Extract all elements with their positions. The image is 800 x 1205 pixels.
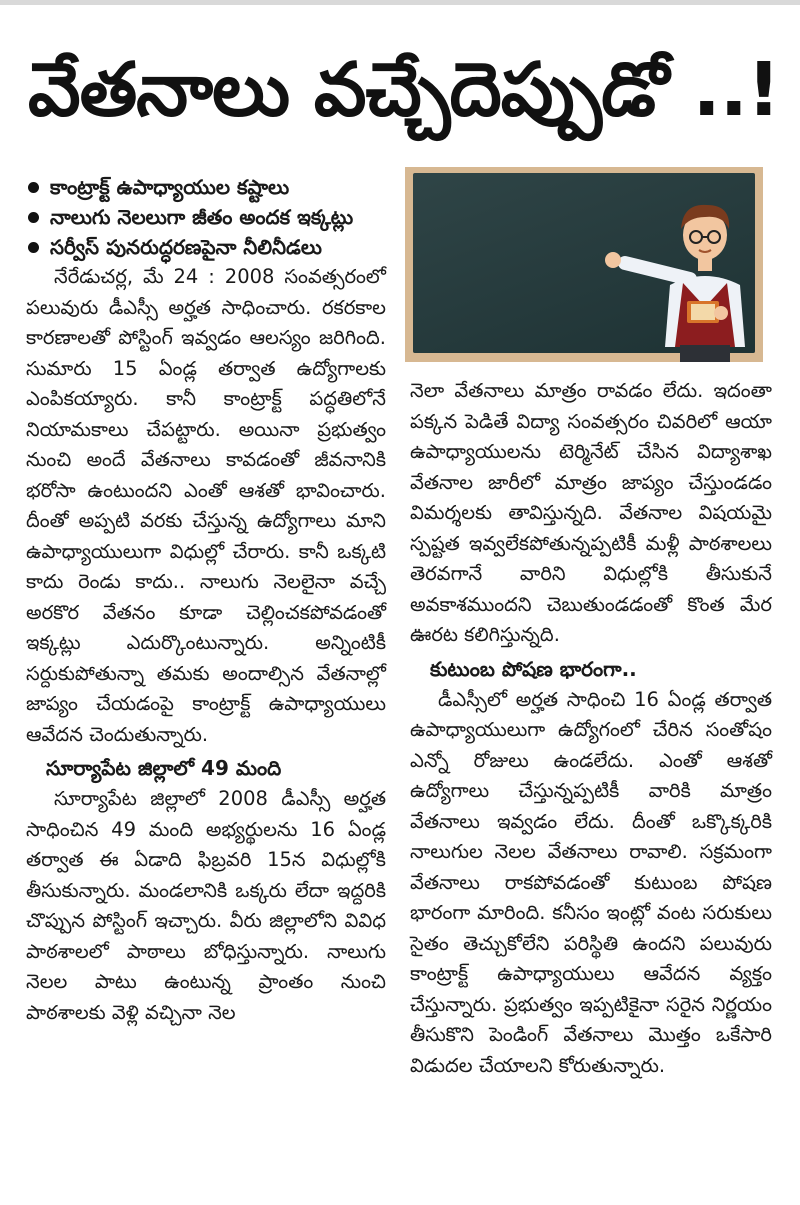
top-rule (0, 0, 800, 5)
highlight-item: నాలుగు నెలలుగా జీతం అందక ఇక్కట్లు (26, 202, 386, 232)
headline: వేతనాలు వచ్చేదెప్పుడో ..! (28, 47, 780, 133)
body-paragraph: డీఎస్సీలో అర్హత సాధించి 16 ఏండ్ల తర్వాత ఉపాధ్యాయులుగా ఉద్యోగంలో చేరిన సంతోషం ఎన్నో రోజులు ఉండలేదు. ఎంతో ఆశతో ఉద్యోగాలు చేస్తున్నప్పటికీ వారికి మాత్రం వేతనాలు ఇవ్వడం లేదు. దీంతో ఒక్కొక్కరికి నాలుగుల నెలల వేతనాలు రావాలి. సక్రమంగా వేతనాలు రాకపోవడంతో కుటుంబ పోషణ భారంగా మారింది. కనీసం ఇంట్లో వంట సరుకులు సైతం తెచ్చుకోలేని పరిస్థితి ఉందని పలువురు కాంట్రాక్ట్ ఉపాధ్యాయులు ఆవేదన వ్యక్తం చేస్తున్నారు. ప్రభుత్వం ఇప్పటికైనా సరైన నిర్ణయం తీసుకొని పెండింగ్ వేతనాలు మొత్తం ఒకేసారి విడుదల చేయాలని కోరుతున్నారు. (410, 687, 772, 1077)
left-column (26, 172, 386, 1028)
highlights-list (26, 172, 386, 262)
subheading: కుటుంబ పోషణ భారంగా.. (430, 656, 637, 681)
bullet-dot-icon (28, 212, 39, 223)
right-column (410, 376, 772, 1081)
teacher-illustration (405, 167, 763, 362)
highlight-item: సర్వీస్ పునరుద్ధరణపైనా నీలినీడలు (26, 232, 386, 262)
highlight-item: కాంట్రాక్ట్ ఉపాధ్యాయుల కష్టాలు (26, 172, 386, 202)
body-paragraph: నేరేడుచర్ల, మే 24 : 2008 సంవత్సరంలో పలువురు డీఎస్సీ అర్హత సాధించారు. రకరకాల కారణాలతో పోస్టింగ్ ఇవ్వడం ఆలస్యం జరిగింది. సుమారు 15 ఏండ్ల తర్వాత ఉద్యోగాలకు ఎంపికయ్యారు. కానీ కాంట్రాక్ట్ పద్ధతిలోనే నియామకాలు చేపట్టారు. అయినా ప్రభుత్వం నుంచి అందే వేతనాలు కావడంతో జీవనానికి భరోసా ఉంటుందని ఎంతో ఆశతో భావించారు. దీంతో అప్పటి వరకు చేస్తున్న ఉద్యోగాలు మాని ఉపాధ్యాయులుగా విధుల్లో చేరారు. కానీ ఒక్కటి కాదు రెండు కాదు.. నాలుగు నెలలైనా వచ్చే అరకొర వేతనం కూడా చెల్లించకపోవడంతో ఇక్కట్లు ఎదుర్కొంటున్నారు. అన్నింటికీ సర్దుకుపోతున్నా తమకు అందాల్సిన వేతనాల్లో జాప్యం చేయడంపై కాంట్రాక్ట్ ఉపాధ్యాయులు ఆవేదన చెందుతున్నారు. (26, 265, 386, 746)
body-paragraph: సూర్యాపేట జిల్లాలో 2008 డీఎస్సీ అర్హత సాధించిన 49 మంది అభ్యర్థులను 16 ఏండ్ల తర్వాత ఈ ఏడాది ఫిబ్రవరి 15న విధుల్లోకి తీసుకున్నారు. మండలానికి ఒక్కరు లేదా ఇద్దరికి చొప్పున పోస్టింగ్ ఇచ్చారు. వీరు జిల్లాలోని వివిధ పాఠశాలలో పాఠాలు బోధిస్తున్నారు. నాలుగు నెలల పాటు ఉంటున్న ప్రాంతం నుంచి పాఠశాలకు వెళ్లి వచ్చినా నెల (26, 787, 386, 1024)
bullet-dot-icon (28, 242, 39, 253)
teacher-icon (405, 167, 763, 362)
body-paragraph: నెలా వేతనాలు మాత్రం రావడం లేదు. ఇదంతా పక్కన పెడితే విద్యా సంవత్సరం చివరిలో ఆయా ఉపాధ్యాయులను టెర్మినేట్ చేసిన విద్యాశాఖ వేతనాల జారీలో మాత్రం జాప్యం చేస్తుండడం విమర్శలకు తావిస్తున్నది. వేతనాల విషయమై స్పష్టత ఇవ్వలేకపోతున్నప్పటికీ మళ్లీ పాఠశాలలు తెరవగానే వారిని విధుల్లోకి తీసుకునే అవకాశముందని చెబుతుండడంతో కొంత మేర ఊరట కలిగిస్తున్నది. (410, 379, 772, 646)
subheading: సూర్యాపేట జిల్లాలో 49 మంది (46, 756, 282, 780)
bullet-dot-icon (28, 182, 39, 193)
